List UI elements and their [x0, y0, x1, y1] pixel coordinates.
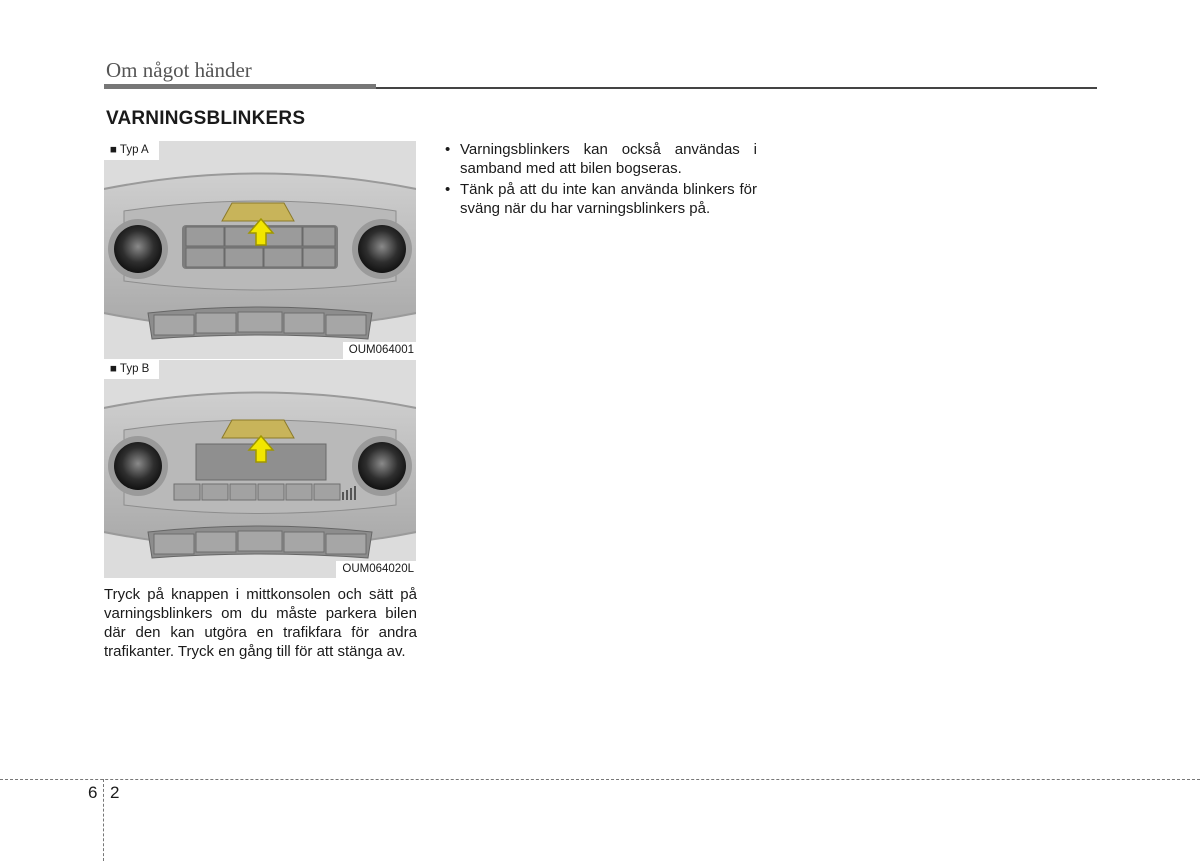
figure-code: OUM064020L: [336, 561, 416, 578]
bullet-item: • Tänk på att du inte kan använda blinkers för sväng när du har varningsblinkers på.: [443, 180, 757, 218]
figure-code: OUM064001: [343, 342, 416, 359]
left-knob: [114, 225, 162, 273]
right-knob: [358, 442, 406, 490]
left-knob: [114, 442, 162, 490]
chapter-number: 6: [88, 783, 98, 802]
footer-rule: [0, 779, 1200, 780]
section-title: VARNINGSBLINKERS: [106, 108, 306, 129]
body-paragraph: Tryck på knappen i mittkonsolen och sätt på varningsblinkers om du måste parkera bilen där den kan utgöra en trafikfara för andra trafikanter. Tryck en gång till för att stänga av.: [104, 586, 417, 660]
footer-divider: [103, 779, 104, 861]
header-title: Om något händer: [106, 58, 252, 82]
header-rule: [104, 84, 376, 89]
page-number: 2: [110, 783, 120, 802]
figure-typ-a: [104, 141, 416, 359]
figure-typ-b: [104, 360, 416, 578]
figure-label: ■ Typ A: [104, 141, 159, 160]
bullet-list: [443, 140, 757, 220]
hazard-button: [222, 203, 294, 221]
hazard-button: [222, 420, 294, 438]
bullet-item: • Varningsblinkers kan också användas i samband med att bilen bogseras.: [443, 140, 757, 178]
figure-label: ■ Typ B: [104, 360, 159, 379]
right-knob: [358, 225, 406, 273]
header-rule-thin: [376, 87, 1097, 89]
console-illustration-a: [104, 141, 416, 359]
console-illustration-b: [104, 360, 416, 578]
